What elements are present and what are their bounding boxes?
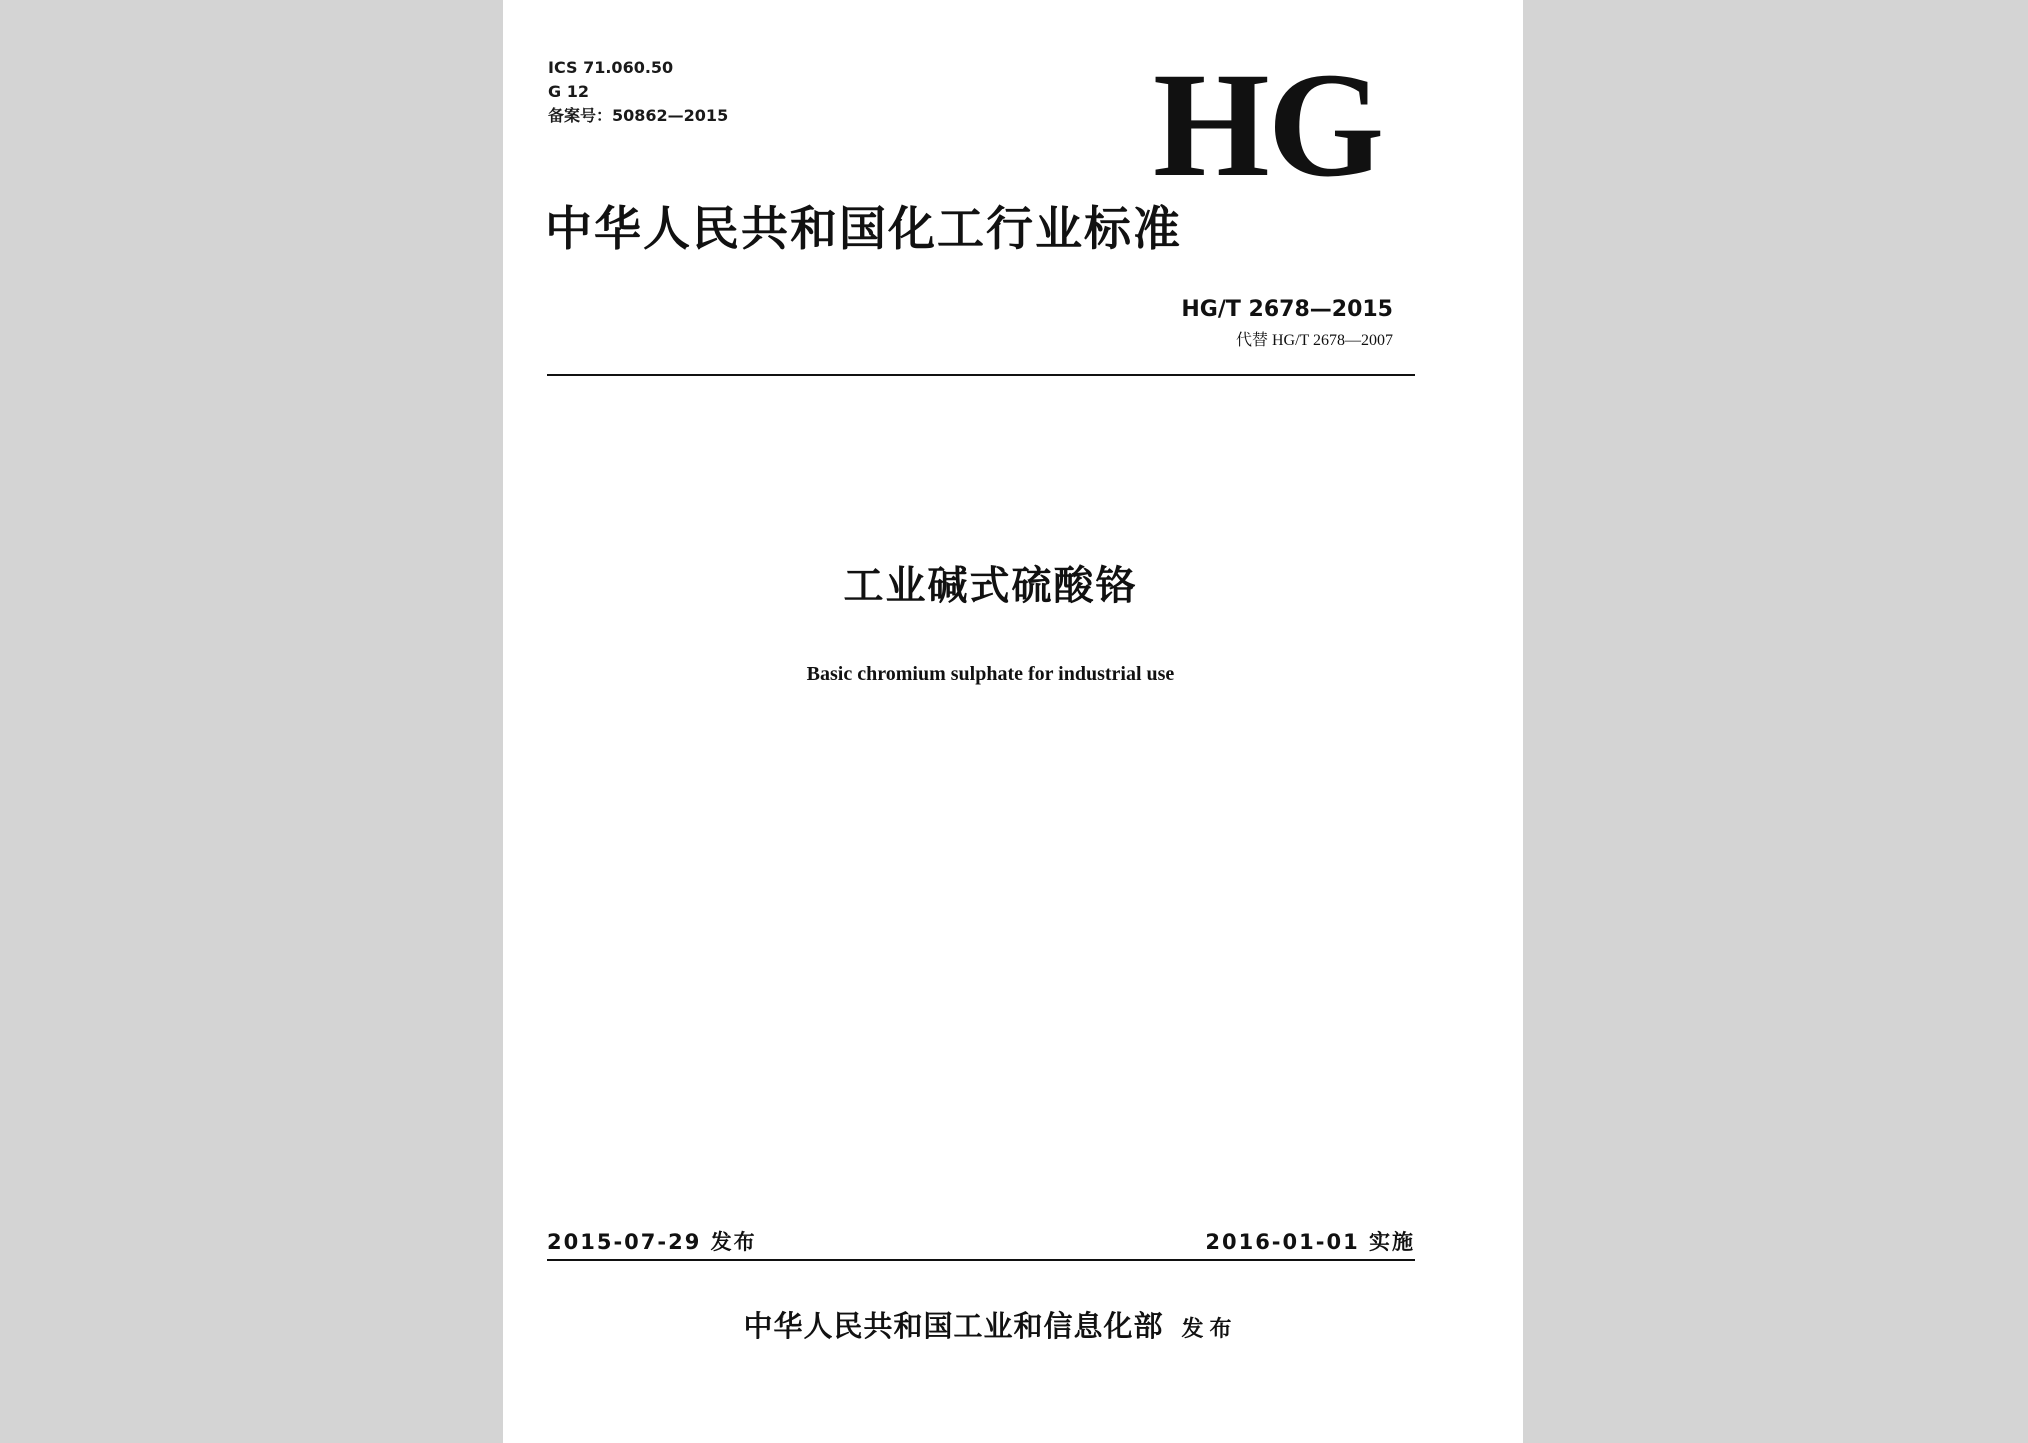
publisher-name: 中华人民共和国工业和信息化部 xyxy=(743,1309,1164,1343)
bottom-divider xyxy=(547,1259,1415,1261)
standard-number: HG/T 2678—2015 xyxy=(1181,297,1393,322)
document-title-en: Basic chromium sulphate for industrial use xyxy=(806,663,1175,685)
hg-logo: HG xyxy=(1153,42,1383,208)
ics-code: ICS 71.060.50 xyxy=(548,58,674,77)
issue-date: 2015-07-29 发布 xyxy=(547,1230,757,1254)
classification-block xyxy=(548,56,728,128)
standard-type-heading: 中华人民共和国化工行业标准 xyxy=(545,202,1182,257)
implementation-date: 2016-01-01 实施 xyxy=(1205,1230,1415,1254)
publisher-line xyxy=(503,1306,1478,1350)
filing-number: 备案号：50862—2015 xyxy=(548,106,729,125)
replaces-standard: 代替 HG/T 2678—2007 xyxy=(1235,332,1393,349)
publisher-suffix: 发布 xyxy=(1181,1317,1238,1342)
top-divider xyxy=(547,374,1415,376)
document-page xyxy=(503,0,1523,1443)
document-title-zh: 工业碱式硫酸铬 xyxy=(843,563,1138,609)
ccs-code: G 12 xyxy=(548,82,589,101)
